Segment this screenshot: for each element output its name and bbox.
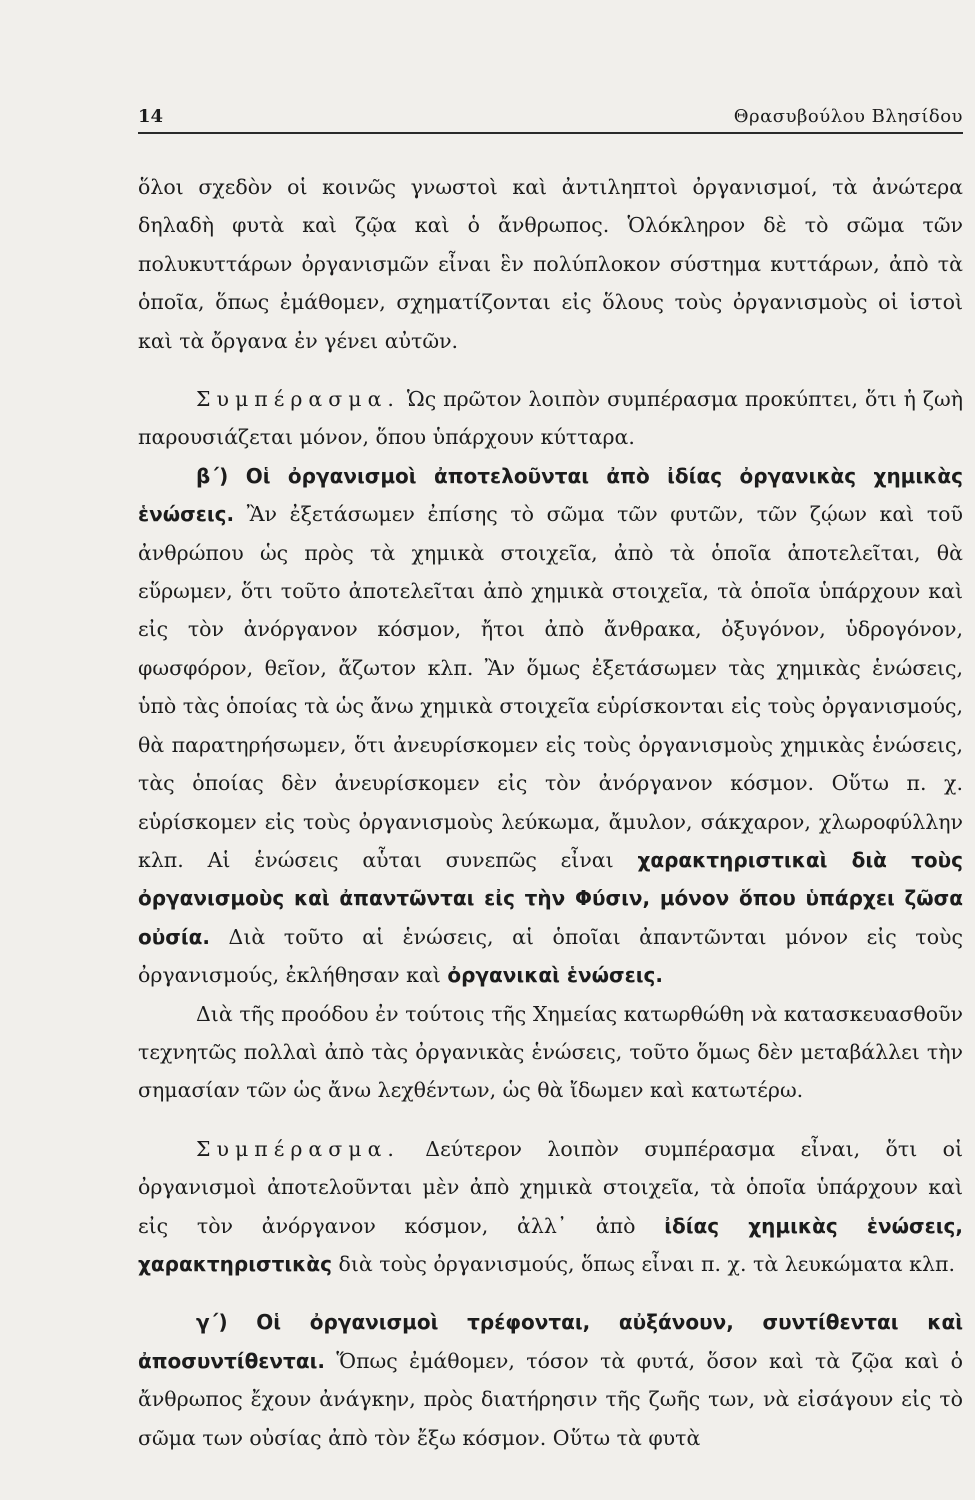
page-header — [138, 104, 963, 134]
paragraph-2-text: Ὡς πρῶτον λοιπὸν συμπέρασμα προκύπτει, ὅτι ἡ ζωὴ παρουσιάζεται μόνον, ὅπου ὑπάρχουν κύτταρα. — [138, 387, 963, 450]
section-heading-b: β΄) Οἱ ὀργανισμοὶ ἀποτελοῦνται ἀπὸ ἰδίας ὀργανικὰς χημικὰς ἑνώσεις. — [138, 463, 963, 527]
paragraph-1: ὅλοι σχεδὸν οἱ κοινῶς γνωστοὶ καὶ ἀντιληπτοὶ ὀργανισμοί, τὰ ἀνώτερα δηλαδὴ φυτὰ καὶ ζῷα καὶ ὁ ἄνθρωπος. Ὁλόκληρον δὲ τὸ σῶμα τῶν πολυκυττάρων ὀργανισμῶν εἶναι ἓν πολύπλοκον σύστημα κυττάρων, ἀπὸ τὰ ὁποῖα, ὅπως ἐμάθομεν, σχηματίζονται εἰς ὅλους τοὺς ὀργανισμοὺς οἱ ἱστοὶ καὶ τὰ ὄργανα ἐν γένει αὐτῶν. — [138, 175, 963, 353]
paragraph-5-bold-1: ἰδίας χημικὰς ἑνώσεις, χαρακτηριστικὰς — [138, 1213, 963, 1276]
conclusion-label-2: Συμπέρασμα. — [196, 1136, 400, 1161]
paragraph-3 — [138, 457, 963, 995]
paragraph-3-text-1: Ἂν ἐξετάσωμεν ἐπίσης τὸ σῶμα τῶν φυτῶν, τῶν ζῴων καὶ τοῦ ἀνθρώπου ὡς πρὸς τὰ χημικὰ στοιχεῖα, ἀπὸ τὰ ὁποῖα ἀποτελεῖται, θὰ εὕρωμεν, ὅτι τοῦτο ἀποτελεῖται ἀπὸ χημικὰ στοιχεῖα, τὰ ὁποῖα ὑπάρχουν καὶ εἰς τὸν ἀνόργανον κόσμον, ἤτοι ἀπὸ ἄνθρακα, ὀξυγόνον, ὑδρογόνον, φωσφόρον, θεῖον, ἄζωτον κλπ. Ἂν ὅμως ἐξετάσωμεν τὰς χημικὰς ἑνώσεις, ὑπὸ τὰς ὁποίας τὰ ὡς ἄνω χημικὰ στοιχεῖα εὑρίσκονται εἰς τοὺς ὀργανισμούς, θὰ παρατηρήσωμεν, ὅτι ἀνευρίσκομεν εἰς τοὺς ὀργανισμοὺς χημικὰς ἑνώσεις, τὰς ὁποίας δὲν ἀνευρίσκομεν εἰς τὸν ἀνόργανον κόσμον. Οὕτω π. χ. εὑρίσκομεν εἰς τοὺς ὀργανισμοὺς λεύκωμα, ἄμυλον, σάκχαρον, χλωροφύλλην κλπ. Αἱ ἑνώσεις αὗται συνεπῶς εἶναι — [138, 502, 963, 872]
paragraph-4: Διὰ τῆς προόδου ἐν τούτοις τῆς Χημείας κατωρθώθη νὰ κατασκευασθοῦν τεχνητῶς πολλαὶ ἀπὸ τὰς ὀργανικὰς ἑνώσεις, τοῦτο ὅμως δὲν μεταβάλλει τὴν σημασίαν τῶν ὡς ἄνω λεχθέντων, ὡς θὰ ἴδωμεν καὶ κατωτέρω. — [138, 1001, 963, 1103]
section-heading-c: γ΄) Οἱ ὀργανισμοὶ τρέφονται, αὐξάνουν, συντίθενται καὶ ἀποσυντίθενται. — [138, 1310, 963, 1373]
paragraph-5 — [138, 1130, 963, 1284]
paragraph-5-text-2: διὰ τοὺς ὀργανισμούς, ὅπως εἶναι π. χ. τὰ λευκώματα κλπ. — [331, 1251, 955, 1276]
paragraph-2 — [138, 380, 963, 457]
paragraph-3-text-2: Διὰ τοῦτο αἱ ἑνώσεις, αἱ ὁποῖαι ἀπαντῶνται μόνον εἰς τοὺς ὀργανισμούς, ἐκλήθησαν καὶ — [138, 924, 963, 988]
page-number: 14 — [138, 106, 164, 127]
paragraph-3-bold-1: χαρακτηριστικαὶ διὰ τοὺς ὀργανισμοὺς καὶ ἀπαντῶνται εἰς τὴν Φύσιν, μόνον ὅπου ὑπάρχει ζῶσα οὐσία. — [138, 847, 963, 949]
paragraph-3-bold-2: ὀργανικαὶ ἑνώσεις. — [447, 963, 664, 988]
running-head: Θρασυβούλου Βλησίδου — [733, 106, 963, 127]
conclusion-label: Συμπέρασμα. — [196, 387, 400, 412]
paragraph-5-text-1: Δεύτερον λοιπὸν συμπέρασμα εἶναι, ὅτι οἱ ὀργανισμοὶ ἀποτελοῦνται μὲν ἀπὸ χημικὰ στοιχεῖα, τὰ ὁποῖα ὑπάρχουν καὶ εἰς τὸν ἀνόργανον κόσμον, ἀλλ᾿ ἀπὸ — [138, 1136, 963, 1238]
page-body — [138, 168, 963, 1457]
paragraph-6-text: Ὅπως ἐμάθομεν, τόσον τὰ φυτά, ὅσον καὶ τὰ ζῷα καὶ ὁ ἄνθρωπος ἔχουν ἀνάγκην, πρὸς διατήρησιν τῆς ζωῆς των, νὰ εἰσάγουν εἰς τὸ σῶμα των οὐσίας ἀπὸ τὸν ἔξω κόσμον. Οὕτω τὰ φυτὰ — [138, 1348, 963, 1450]
paragraph-6 — [138, 1303, 963, 1457]
